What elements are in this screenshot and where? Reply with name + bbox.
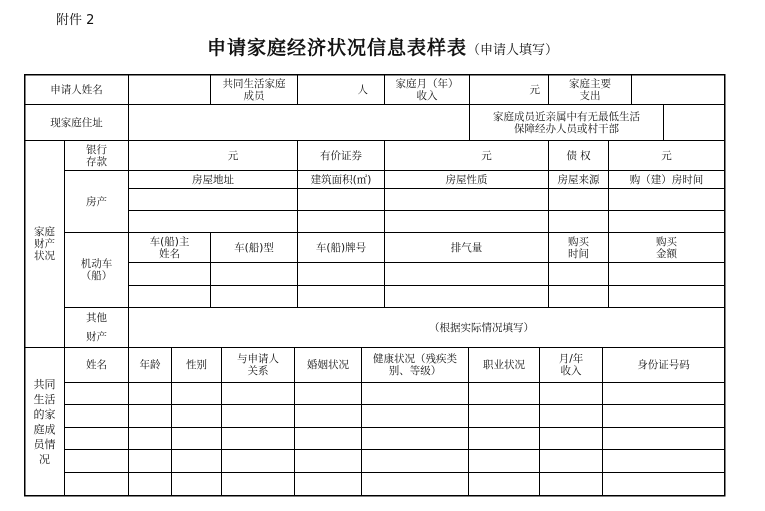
bank-deposit-field[interactable] <box>129 141 297 170</box>
relatives-officials-field[interactable] <box>664 105 724 140</box>
vehicle-buy-amount-header: 购买 金额 <box>656 235 677 260</box>
securities-yuan-unit: 元 <box>481 149 492 162</box>
other-property-field[interactable] <box>129 308 724 347</box>
member-name-header: 姓名 <box>86 359 107 371</box>
other-property-note: （根据实际情况填写） <box>429 321 534 334</box>
member-occupation-header: 职业状况 <box>483 359 525 371</box>
form-subtitle: （申请人填写） <box>467 43 559 58</box>
debt-field[interactable] <box>609 141 724 170</box>
members-count-field[interactable] <box>298 75 384 104</box>
address-label: 现家庭住址 <box>50 116 103 129</box>
members-group-label: 共同 生活 的家 庭成 员情 况 <box>33 377 56 466</box>
form-title: 申请家庭经济状况信息表样表 <box>206 37 467 59</box>
securities-field[interactable] <box>385 141 548 170</box>
member-health-header: 健康状况（残疾类 别、等级） <box>373 353 457 377</box>
address-field[interactable] <box>129 105 469 140</box>
attachment-label: 附件 2 <box>56 13 95 28</box>
vehicle-buy-time-header: 购买 时间 <box>568 235 589 260</box>
member-id-header: 身份证号码 <box>637 359 690 371</box>
displacement-header: 排气量 <box>450 241 483 254</box>
applicant-name-label: 申请人姓名 <box>50 83 103 96</box>
house-address-header: 房屋地址 <box>192 173 234 186</box>
debt-yuan-unit: 元 <box>661 149 672 162</box>
other-property-label: 其他 财产 <box>86 311 107 343</box>
vehicle-owner-header: 车(船)主 姓名 <box>149 235 190 260</box>
house-purchase-time-header: 购（建）房时间 <box>629 173 704 186</box>
income-yuan-unit: 元 <box>529 83 540 96</box>
member-marriage-header: 婚姻状况 <box>307 359 349 371</box>
vehicle-label: 机动车 （船） <box>80 258 113 282</box>
debt-label: 债 权 <box>566 149 591 162</box>
member-relation-header: 与申请人 关系 <box>237 353 279 377</box>
house-nature-header: 房屋性质 <box>445 173 488 186</box>
vehicle-plate-header: 车(船)牌号 <box>315 241 367 254</box>
members-count-label: 共同生活家庭 成员 <box>222 77 286 102</box>
property-group-label: 家庭 财产 状况 <box>34 226 55 262</box>
house-area-header: 建筑面积(㎡) <box>310 173 372 186</box>
securities-label: 有价证券 <box>320 149 362 162</box>
main-expense-field[interactable] <box>632 75 724 104</box>
member-gender-header: 性别 <box>186 359 207 371</box>
vehicle-model-header: 车(船)型 <box>234 241 274 254</box>
house-label: 房产 <box>86 195 107 208</box>
house-source-header: 房屋来源 <box>557 173 600 186</box>
person-unit: 人 <box>357 83 368 96</box>
applicant-name-field[interactable] <box>129 75 210 104</box>
main-expense-label: 家庭主要 支出 <box>569 77 611 102</box>
bank-deposit-label: 银行 存款 <box>86 143 107 168</box>
family-income-field[interactable] <box>470 75 548 104</box>
bank-yuan-unit: 元 <box>227 149 239 162</box>
relatives-officials-label: 家庭成员近亲属中有无最低生活 保障经办人员或村干部 <box>493 110 640 135</box>
family-income-label: 家庭月（年） 收入 <box>395 77 459 102</box>
member-age-header: 年龄 <box>139 359 161 371</box>
member-income-header: 月/年 收入 <box>558 353 584 377</box>
